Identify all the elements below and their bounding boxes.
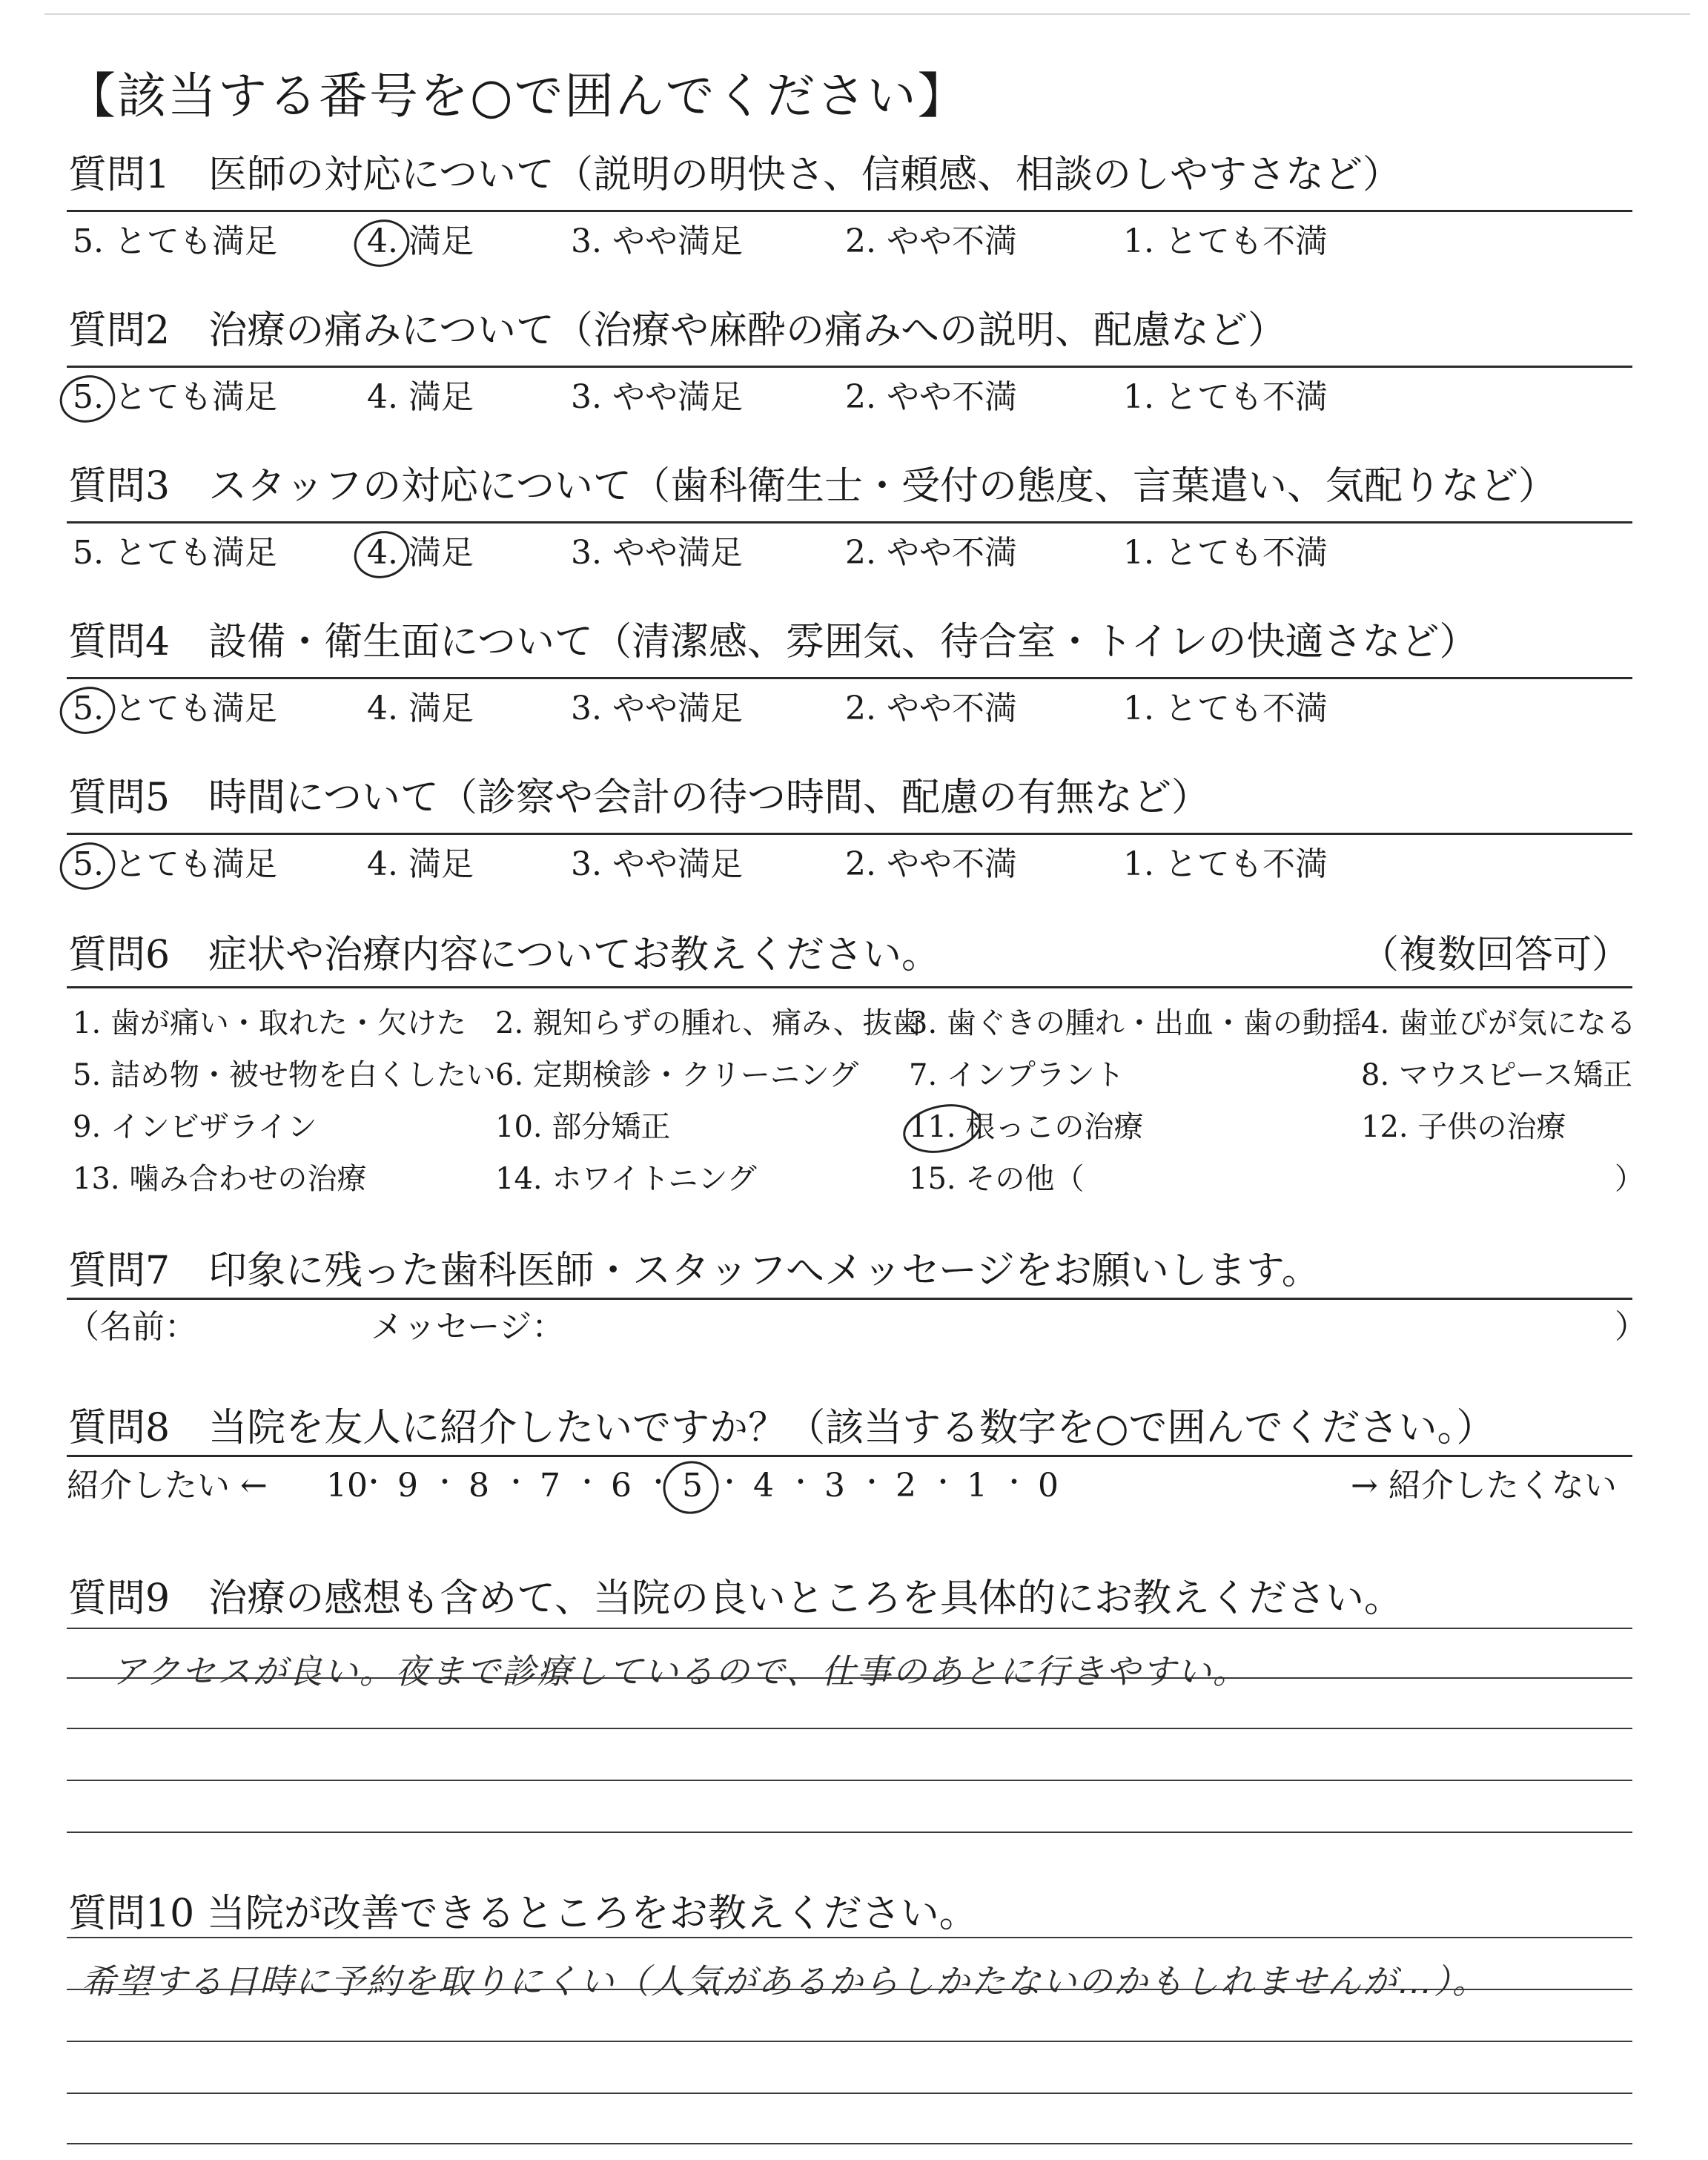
- question-rule: [67, 677, 1632, 679]
- scale-separator: ・: [1001, 1467, 1028, 1498]
- message-close: ）: [1615, 1308, 1647, 1346]
- scale-number: 0: [1038, 1467, 1059, 1505]
- writing-line: [67, 2041, 1632, 2042]
- rating-option: 3. やや満足: [571, 378, 743, 416]
- rating-option: 1. とても不満: [1123, 845, 1328, 883]
- rating-option: 2. やや不満: [845, 690, 1017, 727]
- writing-line: [67, 1628, 1632, 1629]
- symptom-option: 8. マウスピース矯正: [1361, 1058, 1633, 1092]
- question-rule: [67, 1298, 1632, 1300]
- question-note: （複数回答可）: [1360, 933, 1631, 977]
- symptom-option: 2. 親知らずの腫れ、痛み、抜歯: [495, 1006, 922, 1040]
- question-rule: [67, 366, 1632, 368]
- message-label: メッセージ：: [371, 1308, 565, 1346]
- question-rule: [67, 833, 1632, 835]
- writing-line: [67, 2093, 1632, 2094]
- scale-number: 3: [824, 1467, 845, 1505]
- scale-number: 10: [326, 1467, 368, 1505]
- symptom-option: 14. ホワイトニング: [495, 1162, 757, 1196]
- question-rule: [67, 521, 1632, 524]
- rating-option: 4. 満足: [367, 222, 474, 260]
- question-title: 質問9 治療の感想も含めて、当院の良いところを具体的にお教えください。: [68, 1576, 1403, 1621]
- rating-option: 1. とても不満: [1123, 690, 1328, 727]
- rating-option: 5. とても満足: [73, 534, 277, 572]
- question-title: 質問4 設備・衛生面について（清潔感、雰囲気、待合室・トイレの快適さなど）: [68, 620, 1478, 664]
- symptom-option: 9. インビザライン: [73, 1110, 317, 1144]
- rating-option: 5. とても満足: [73, 222, 277, 260]
- rating-option: 2. やや不満: [845, 378, 1017, 416]
- symptom-option: 1. 歯が痛い・取れた・欠けた: [73, 1006, 466, 1040]
- rating-option: 4. 満足: [367, 690, 474, 727]
- page-top-edge: [44, 13, 1690, 15]
- rating-option: 1. とても不満: [1123, 222, 1328, 260]
- rating-option: 3. やや満足: [571, 222, 743, 260]
- scale-number: 4: [753, 1467, 774, 1505]
- symptom-option: 12. 子供の治療: [1361, 1110, 1566, 1144]
- question-rule: [67, 210, 1632, 212]
- rating-option: 3. やや満足: [571, 534, 743, 572]
- handwritten-answer: アクセスが良い。夜まで診療しているので、仕事のあとに行きやすい。: [111, 1651, 1248, 1691]
- scale-separator: ・: [431, 1467, 459, 1498]
- question-title: 質問6 症状や治療内容についてお教えください。: [68, 933, 941, 977]
- form-header: 【該当する番号を○で囲んでください】: [67, 67, 968, 125]
- question-rule: [67, 1455, 1632, 1457]
- scale-number: 2: [896, 1467, 916, 1505]
- question-rule: [67, 986, 1632, 988]
- symptom-option: 7. インプラント: [909, 1058, 1125, 1092]
- rating-option: 2. やや不満: [845, 534, 1017, 572]
- rating-option: 4. 満足: [367, 845, 474, 883]
- scale-separator: ・: [503, 1467, 530, 1498]
- symptom-option: 15. その他（: [909, 1162, 1085, 1196]
- symptom-option: 13. 噛み合わせの治療: [73, 1162, 367, 1196]
- scale-separator: ・: [360, 1467, 388, 1498]
- symptom-option: ）: [1615, 1162, 1644, 1196]
- name-label: （名前：: [67, 1308, 197, 1346]
- rating-option: 4. 満足: [367, 534, 474, 572]
- scale-number: 9: [397, 1467, 418, 1505]
- symptom-option: 5. 詰め物・被せ物を白くしたい: [73, 1058, 496, 1092]
- scale-number: 1: [967, 1467, 987, 1505]
- rating-option: 3. やや満足: [571, 690, 743, 727]
- symptom-option: 11. 根っこの治療: [909, 1110, 1144, 1144]
- question-title: 質問1 医師の対応について（説明の明快さ、信頼感、相談のしやすさなど）: [68, 153, 1401, 197]
- scale-right-label: → 紹介したくない: [1351, 1467, 1617, 1505]
- rating-option: 3. やや満足: [571, 845, 743, 883]
- question-title: 質問5 時間について（診察や会計の待つ時間、配慮の有無など）: [68, 776, 1211, 820]
- writing-line: [67, 1832, 1632, 1833]
- scale-separator: ・: [858, 1467, 886, 1498]
- symptom-option: 10. 部分矯正: [495, 1110, 671, 1144]
- rating-option: 5. とても満足: [73, 378, 277, 416]
- scale-separator: ・: [645, 1467, 672, 1498]
- scale-number: 7: [540, 1467, 560, 1505]
- scale-separator: ・: [716, 1467, 744, 1498]
- question-title: 質問10 当院が改善できるところをお教えください。: [68, 1892, 978, 1936]
- writing-line: [67, 1937, 1632, 1938]
- rating-option: 1. とても不満: [1123, 534, 1328, 572]
- rating-option: 2. やや不満: [845, 845, 1017, 883]
- scale-number: 8: [469, 1467, 489, 1505]
- handwritten-answer: 希望する日時に予約を取りにくい（人気があるからしかたないのかもしれませんが…）。: [82, 1961, 1488, 2001]
- writing-line: [67, 1780, 1632, 1781]
- question-title: 質問3 スタッフの対応について（歯科衛生士・受付の態度、言葉遣い、気配りなど）: [68, 464, 1558, 509]
- symptom-option: 4. 歯並びが気になる: [1361, 1006, 1636, 1040]
- scale-left-label: 紹介したい ←: [67, 1467, 268, 1505]
- symptom-option: 6. 定期検診・クリーニング: [495, 1058, 859, 1092]
- rating-option: 4. 満足: [367, 378, 474, 416]
- rating-option: 5. とても満足: [73, 690, 277, 727]
- writing-line: [67, 2143, 1632, 2144]
- scale-number: 6: [611, 1467, 632, 1505]
- rating-option: 5. とても満足: [73, 845, 277, 883]
- rating-option: 1. とても不満: [1123, 378, 1328, 416]
- scale-separator: ・: [787, 1467, 815, 1498]
- rating-option: 2. やや不満: [845, 222, 1017, 260]
- symptom-option: 3. 歯ぐきの腫れ・出血・歯の動揺: [909, 1006, 1362, 1040]
- question-title: 質問2 治療の痛みについて（治療や麻酔の痛みへの説明、配慮など）: [68, 308, 1287, 353]
- question-title: 質問8 当院を友人に紹介したいですか？（該当する数字を○で囲んでください。）: [68, 1406, 1495, 1450]
- scale-number: 5: [682, 1467, 703, 1505]
- scale-separator: ・: [574, 1467, 601, 1498]
- question-title: 質問7 印象に残った歯科医師・スタッフへメッセージをお願いします。: [68, 1249, 1320, 1293]
- scale-separator: ・: [930, 1467, 957, 1498]
- writing-line: [67, 1728, 1632, 1729]
